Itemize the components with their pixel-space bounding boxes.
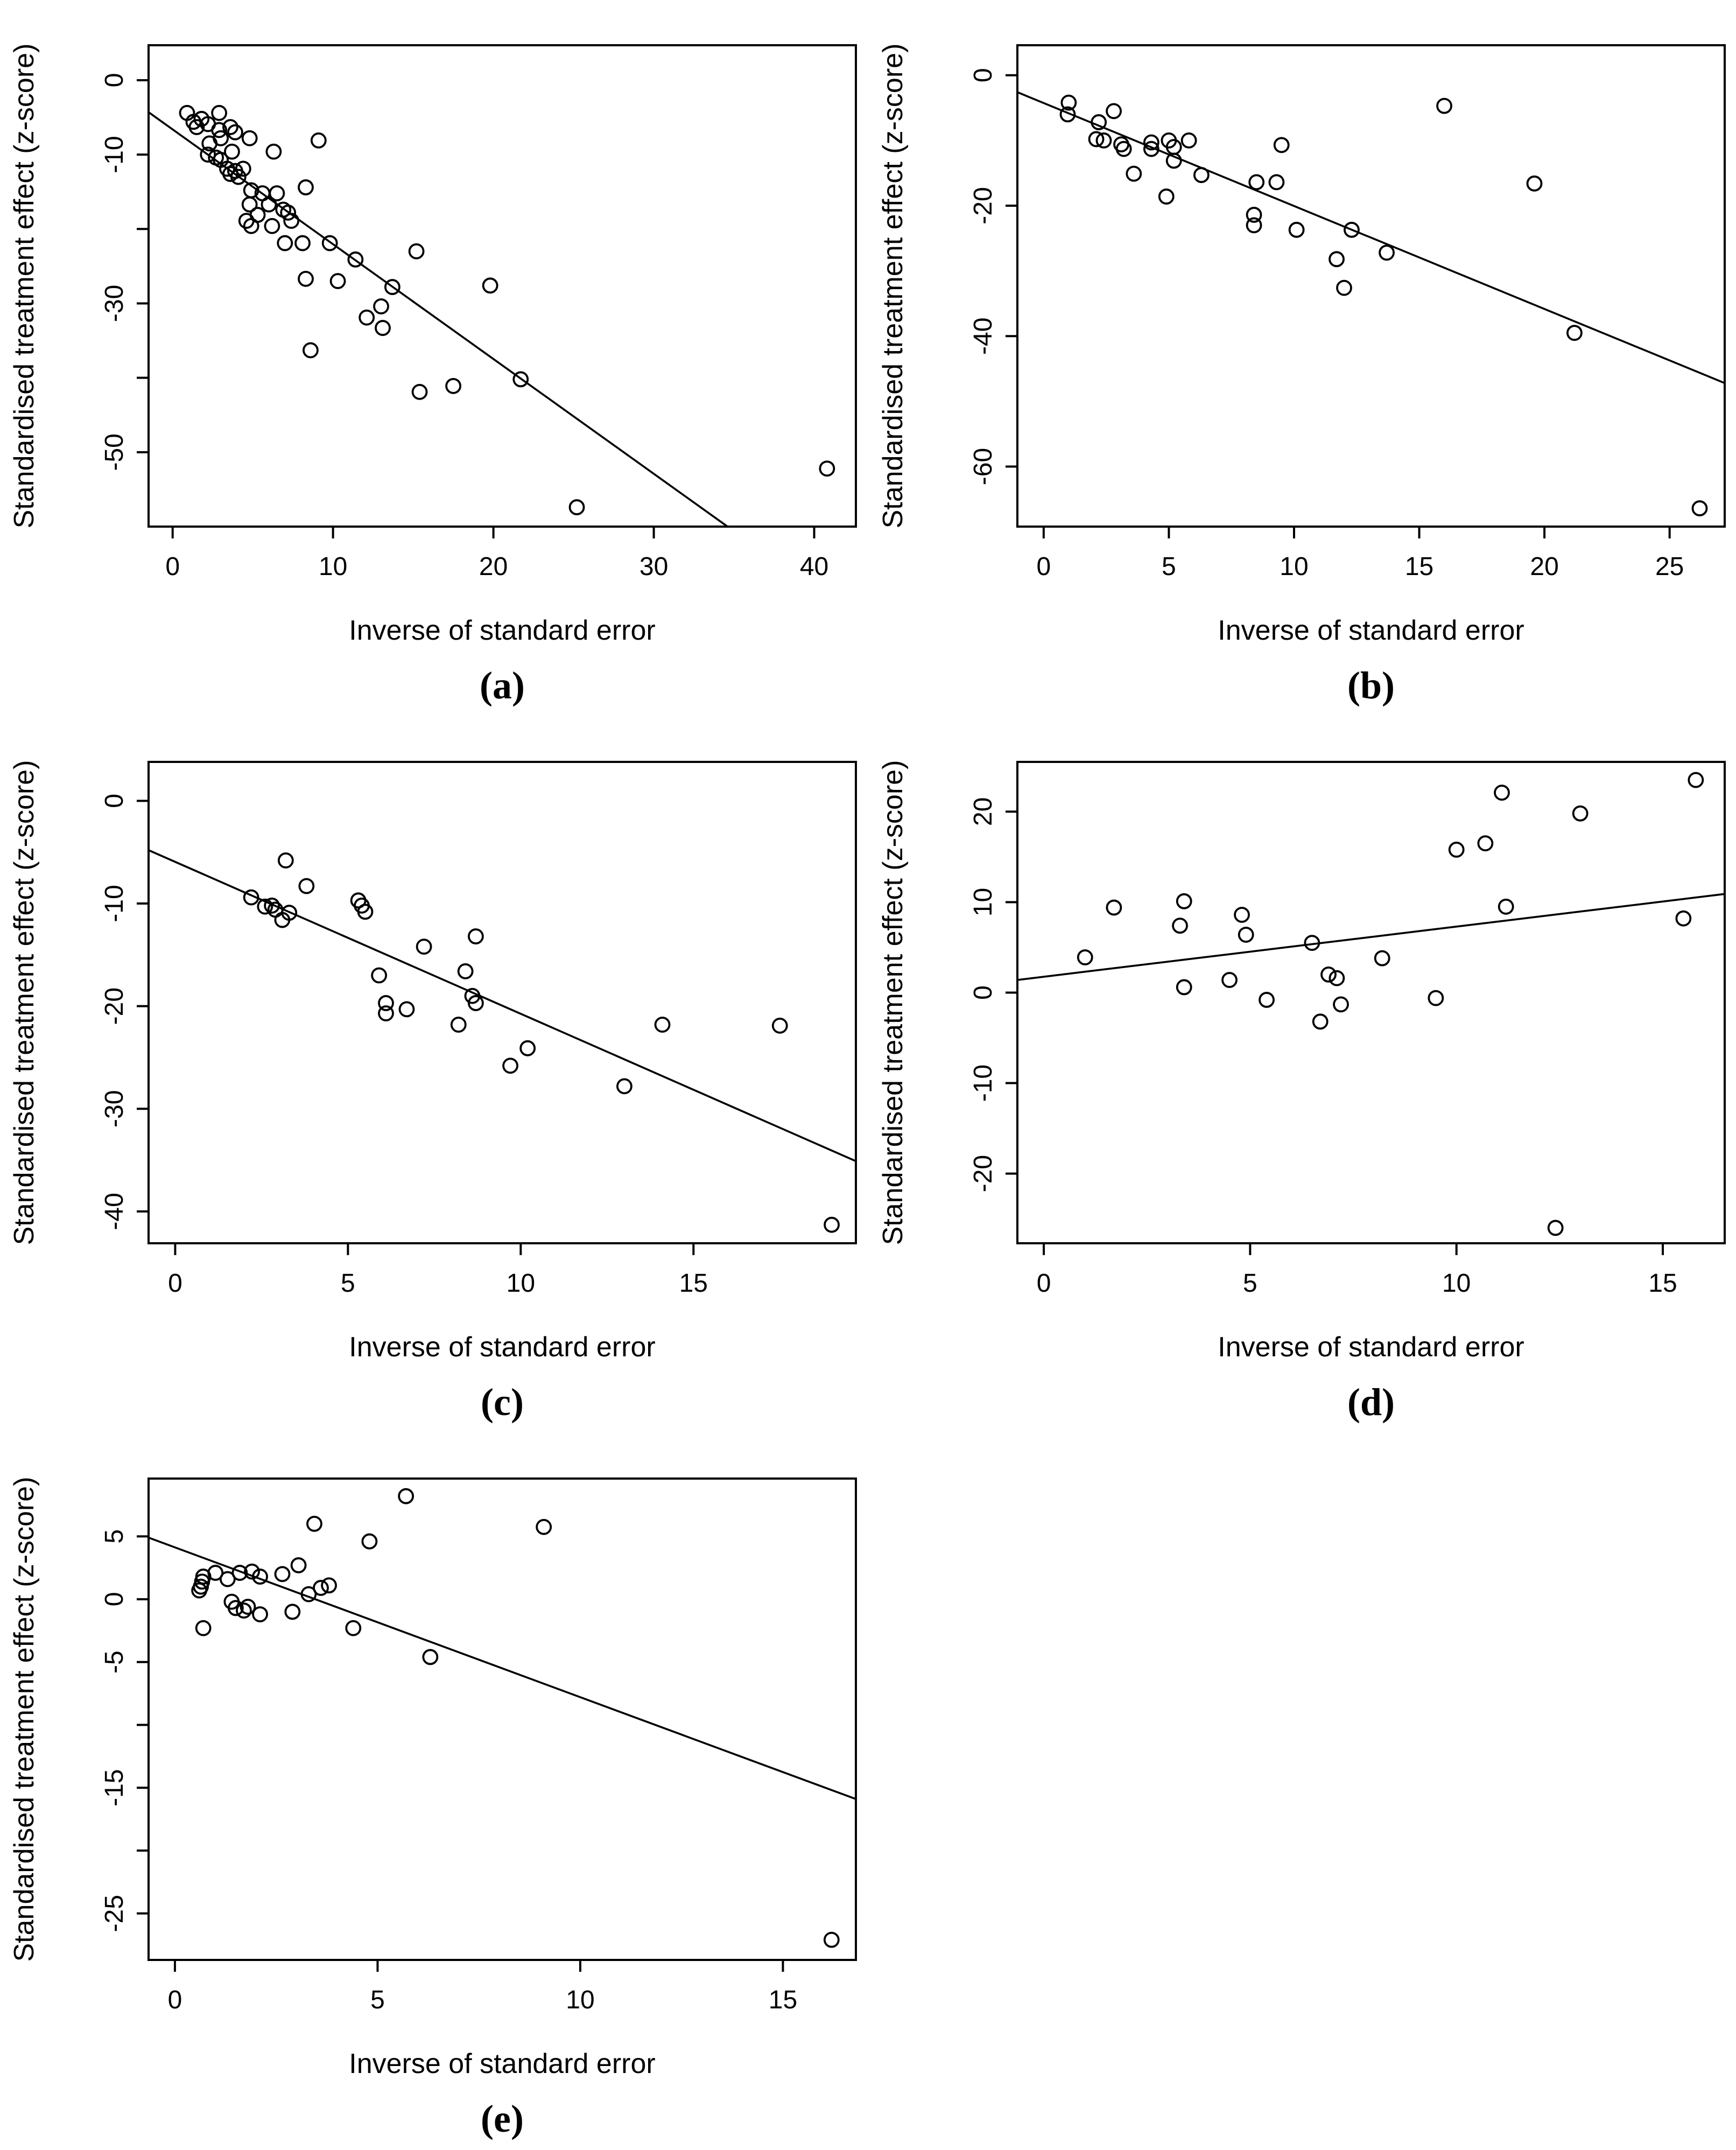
x-axis-title: Inverse of standard error: [1218, 615, 1524, 646]
y-tick-label: -5: [100, 1650, 129, 1674]
y-tick-label: -40: [969, 317, 997, 355]
panel-c: [0, 717, 867, 1433]
y-tick-label: -10: [100, 136, 129, 173]
x-axis-title: Inverse of standard error: [349, 615, 656, 646]
plot-background: [0, 1433, 867, 2091]
panel-a-letter: (a): [480, 664, 525, 707]
scatter-plot-b: [869, 0, 1736, 658]
y-tick-label: 10: [969, 887, 997, 917]
x-tick-label: 0: [1036, 552, 1051, 581]
x-tick-label: 5: [1162, 552, 1176, 581]
y-axis-title: Standardised treatment effect (z-score): [9, 1476, 40, 1962]
x-tick-label: 0: [165, 552, 180, 581]
x-tick-label: 0: [167, 1986, 182, 2014]
scatter-plot-a: [0, 0, 867, 658]
y-tick-label: -50: [100, 433, 129, 471]
y-tick-label: -10: [100, 885, 129, 922]
x-tick-label: 15: [1648, 1269, 1677, 1298]
x-axis-title: Inverse of standard error: [1218, 1332, 1524, 1363]
x-tick-label: 0: [168, 1269, 182, 1298]
y-tick-label: -15: [100, 1769, 129, 1806]
x-tick-label: 20: [1530, 552, 1559, 581]
scatter-plot-c: [0, 717, 867, 1375]
panel-b: [869, 0, 1736, 717]
panel-a: [0, 0, 867, 717]
x-tick-label: 5: [370, 1986, 385, 2014]
x-tick-label: 10: [1442, 1269, 1471, 1298]
x-tick-label: 40: [799, 552, 829, 581]
x-tick-label: 0: [1036, 1269, 1051, 1298]
plot-background: [0, 717, 867, 1375]
y-tick-label: -30: [100, 1090, 129, 1127]
y-tick-label: -10: [969, 1064, 997, 1102]
panel-d-letter: (d): [1347, 1381, 1395, 1424]
y-tick-label: 0: [969, 68, 997, 83]
y-axis-title: Standardised treatment effect (z-score): [877, 43, 909, 529]
x-axis-title: Inverse of standard error: [349, 2048, 656, 2079]
y-tick-label: -25: [100, 1894, 129, 1932]
x-tick-label: 5: [1243, 1269, 1257, 1298]
y-tick-label: 0: [100, 794, 129, 808]
x-tick-label: 10: [318, 552, 348, 581]
x-tick-label: 20: [479, 552, 508, 581]
y-tick-label: -30: [100, 284, 129, 323]
x-tick-label: 10: [1280, 552, 1309, 581]
panel-e-letter: (e): [481, 2097, 524, 2140]
y-axis-title: Standardised treatment effect (z-score): [9, 760, 40, 1245]
y-tick-label: -60: [969, 447, 997, 486]
y-tick-label: 20: [969, 797, 997, 827]
y-tick-label: -20: [969, 1154, 997, 1193]
y-tick-label: 0: [100, 73, 129, 88]
y-tick-label: -20: [100, 987, 129, 1025]
y-tick-label: -20: [969, 187, 997, 225]
x-tick-label: 15: [1404, 552, 1434, 581]
x-tick-label: 15: [768, 1986, 798, 2014]
plot-background: [0, 0, 867, 658]
x-axis-title: Inverse of standard error: [349, 1332, 656, 1363]
plot-background: [869, 717, 1736, 1375]
panel-c-letter: (c): [481, 1381, 524, 1424]
y-tick-label: 5: [100, 1529, 129, 1544]
y-axis-title: Standardised treatment effect (z-score): [877, 760, 909, 1245]
x-tick-label: 10: [506, 1269, 536, 1298]
panel-d: [869, 717, 1736, 1433]
x-tick-label: 10: [566, 1986, 595, 2014]
panel-b-letter: (b): [1347, 664, 1395, 707]
x-tick-label: 25: [1655, 552, 1684, 581]
y-tick-label: 0: [100, 1592, 129, 1607]
x-tick-label: 5: [341, 1269, 355, 1298]
x-tick-label: 30: [639, 552, 669, 581]
y-tick-label: -40: [100, 1193, 129, 1230]
scatter-plot-d: [869, 717, 1736, 1375]
panel-e: [0, 1433, 867, 2150]
y-tick-label: 0: [969, 985, 997, 1000]
scatter-plot-e: [0, 1433, 867, 2091]
x-tick-label: 15: [679, 1269, 708, 1298]
y-axis-title: Standardised treatment effect (z-score): [9, 43, 40, 529]
